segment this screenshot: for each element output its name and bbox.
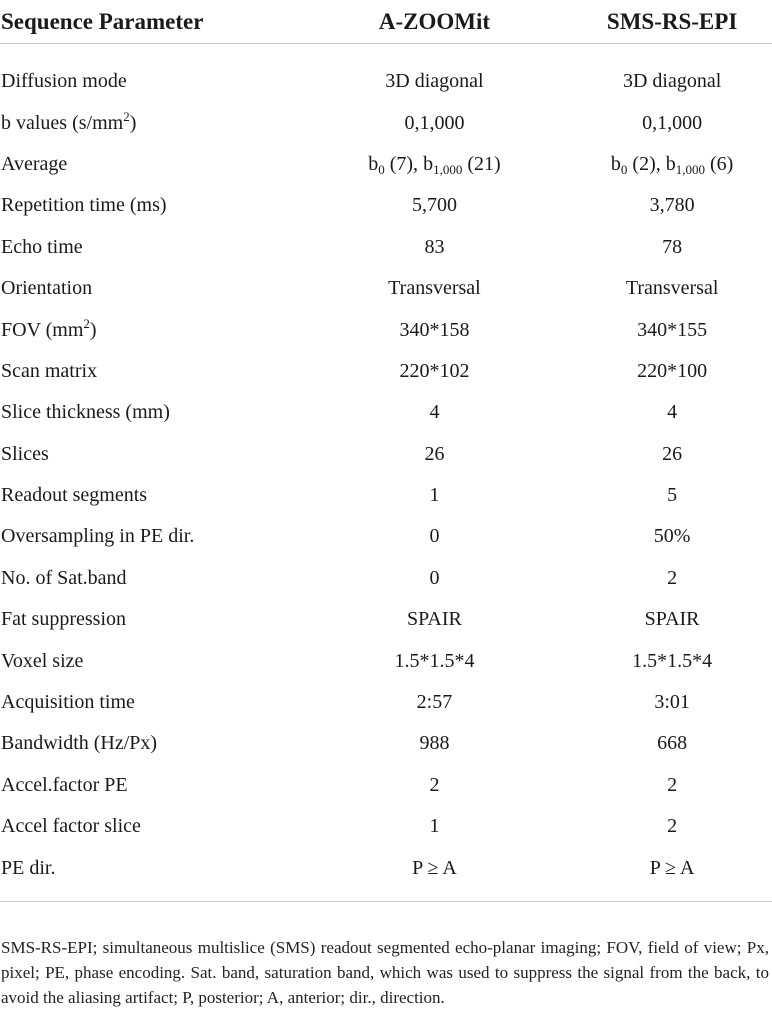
sms-rs-epi-value: [572, 144, 772, 185]
label-text-end: ): [129, 111, 137, 134]
a-zoomit-value: [297, 144, 573, 185]
row-label: Diffusion mode: [1, 70, 127, 93]
a-zoomit-value: 340*158: [399, 318, 470, 341]
a-zoomit-value: 1: [429, 815, 440, 838]
row-label: Scan matrix: [1, 359, 98, 382]
sms-rs-epi-value: P ≥ A: [572, 847, 772, 901]
row-label: Repetition time (ms): [1, 194, 167, 217]
row-label: Orientation: [1, 277, 93, 300]
table-row: [0, 44, 772, 103]
value-text: b: [423, 152, 434, 175]
a-zoomit-value: 26: [424, 442, 445, 465]
row-label: Echo time: [1, 235, 83, 258]
value-text: b: [665, 152, 676, 175]
table-row: [0, 682, 772, 723]
table-row: [0, 806, 772, 847]
table-row: [0, 434, 772, 475]
value-subscript: 1,000: [675, 161, 705, 177]
table-row: [0, 640, 772, 681]
value-subscript: 0: [620, 161, 628, 177]
row-label: Accel.factor PE: [1, 773, 128, 796]
sms-rs-epi-value: 4: [667, 401, 678, 424]
row-label: Voxel size: [1, 649, 84, 672]
sms-rs-epi-value: Transversal: [625, 277, 719, 300]
value-text: b: [610, 152, 621, 175]
row-label: PE dir.: [0, 847, 297, 901]
table-row: [0, 475, 772, 516]
sms-rs-epi-value: 3:01: [654, 691, 690, 714]
label-superscript: 2: [83, 315, 90, 331]
table-row: [0, 227, 772, 268]
a-zoomit-value: 1.5*1.5*4: [394, 649, 475, 672]
sms-rs-epi-value: 2: [667, 815, 678, 838]
table-row: [0, 144, 772, 185]
a-zoomit-value: 2: [429, 773, 440, 796]
table-row: [0, 847, 772, 901]
sms-rs-epi-value: 3,780: [649, 194, 695, 217]
a-zoomit-value: 83: [424, 235, 445, 258]
row-label: Slices: [1, 442, 49, 465]
sms-rs-epi-value: 5: [667, 484, 678, 507]
sms-rs-epi-value: 2: [667, 566, 678, 589]
sms-rs-epi-value: 220*100: [637, 359, 708, 382]
table-row: [0, 185, 772, 226]
row-label: Acquisition time: [1, 691, 135, 714]
table-row: [0, 309, 772, 350]
table-row: [0, 723, 772, 764]
a-zoomit-value: 5,700: [411, 194, 457, 217]
table-footnote: SMS-RS-EPI; simultaneous multislice (SMS) readout segmented echo-planar imaging; FOV, field of view; Px, pixel; PE, phase encoding. Sat. band, saturation band, which was used to suppress the signal from the back, to avoid the aliasing artifact; P, posterior; A, anterior; dir., direction.: [1, 938, 769, 1007]
value-text: b: [368, 152, 379, 175]
table-row: [0, 102, 772, 143]
value-text: (6): [704, 152, 734, 175]
label-text: b values (s/mm: [1, 111, 124, 134]
sms-rs-epi-value: 26: [662, 442, 683, 465]
table-row: [0, 351, 772, 392]
row-label: No. of Sat.band: [1, 566, 127, 589]
row-label: Oversampling in PE dir.: [1, 525, 195, 548]
label-text: FOV (mm: [1, 318, 84, 341]
label-text-end: ): [89, 318, 97, 341]
value-subscript: 0: [378, 161, 385, 177]
row-label: Average: [1, 152, 68, 175]
a-zoomit-value: 3D diagonal: [385, 70, 484, 93]
a-zoomit-value: SPAIR: [407, 608, 462, 631]
sms-rs-epi-value: 1.5*1.5*4: [632, 649, 713, 672]
value-text: (7),: [384, 152, 424, 175]
a-zoomit-value: 4: [429, 401, 440, 424]
table-row: [0, 558, 772, 599]
row-label: Bandwidth (Hz/Px): [1, 732, 158, 755]
table-row: [0, 392, 772, 433]
row-label: Readout segments: [1, 484, 148, 507]
a-zoomit-value: P ≥ A: [297, 847, 573, 901]
table-row: [0, 765, 772, 806]
header-row: [0, 0, 772, 44]
a-zoomit-value: Transversal: [388, 277, 481, 300]
sms-rs-epi-value: 50%: [653, 525, 691, 548]
a-zoomit-value: 0: [429, 525, 440, 548]
label-superscript: 2: [123, 108, 130, 124]
a-zoomit-value: 988: [419, 732, 450, 755]
table-row: [0, 599, 772, 640]
header-sequence-parameter: Sequence Parameter: [0, 0, 297, 44]
value-subscript: 1,000: [433, 161, 463, 177]
row-label: [0, 102, 297, 143]
a-zoomit-value: 2:57: [416, 691, 453, 714]
header-sms-rs-epi: SMS-RS-EPI: [572, 0, 772, 44]
sms-rs-epi-value: 0,1,000: [642, 111, 703, 134]
row-label: Slice thickness (mm): [1, 401, 170, 424]
a-zoomit-value: 0: [429, 566, 440, 589]
value-text: (2),: [627, 152, 666, 175]
value-text: (21): [462, 152, 501, 175]
a-zoomit-value: 220*102: [399, 359, 470, 382]
row-label: Fat suppression: [1, 608, 126, 631]
sms-rs-epi-value: 2: [667, 773, 678, 796]
sms-rs-epi-value: SPAIR: [644, 608, 700, 631]
sms-rs-epi-value: 3D diagonal: [622, 70, 722, 93]
sms-rs-epi-value: 340*155: [637, 318, 708, 341]
a-zoomit-value: 0,1,000: [404, 111, 465, 134]
header-a-zoomit: A-ZOOMit: [297, 0, 573, 44]
sms-rs-epi-value: 78: [662, 235, 683, 258]
row-label: [0, 309, 297, 350]
table-row: [0, 268, 772, 309]
a-zoomit-value: 1: [429, 484, 440, 507]
sms-rs-epi-value: 668: [657, 732, 688, 755]
table-row: [0, 516, 772, 557]
row-label: Accel factor slice: [1, 815, 141, 838]
